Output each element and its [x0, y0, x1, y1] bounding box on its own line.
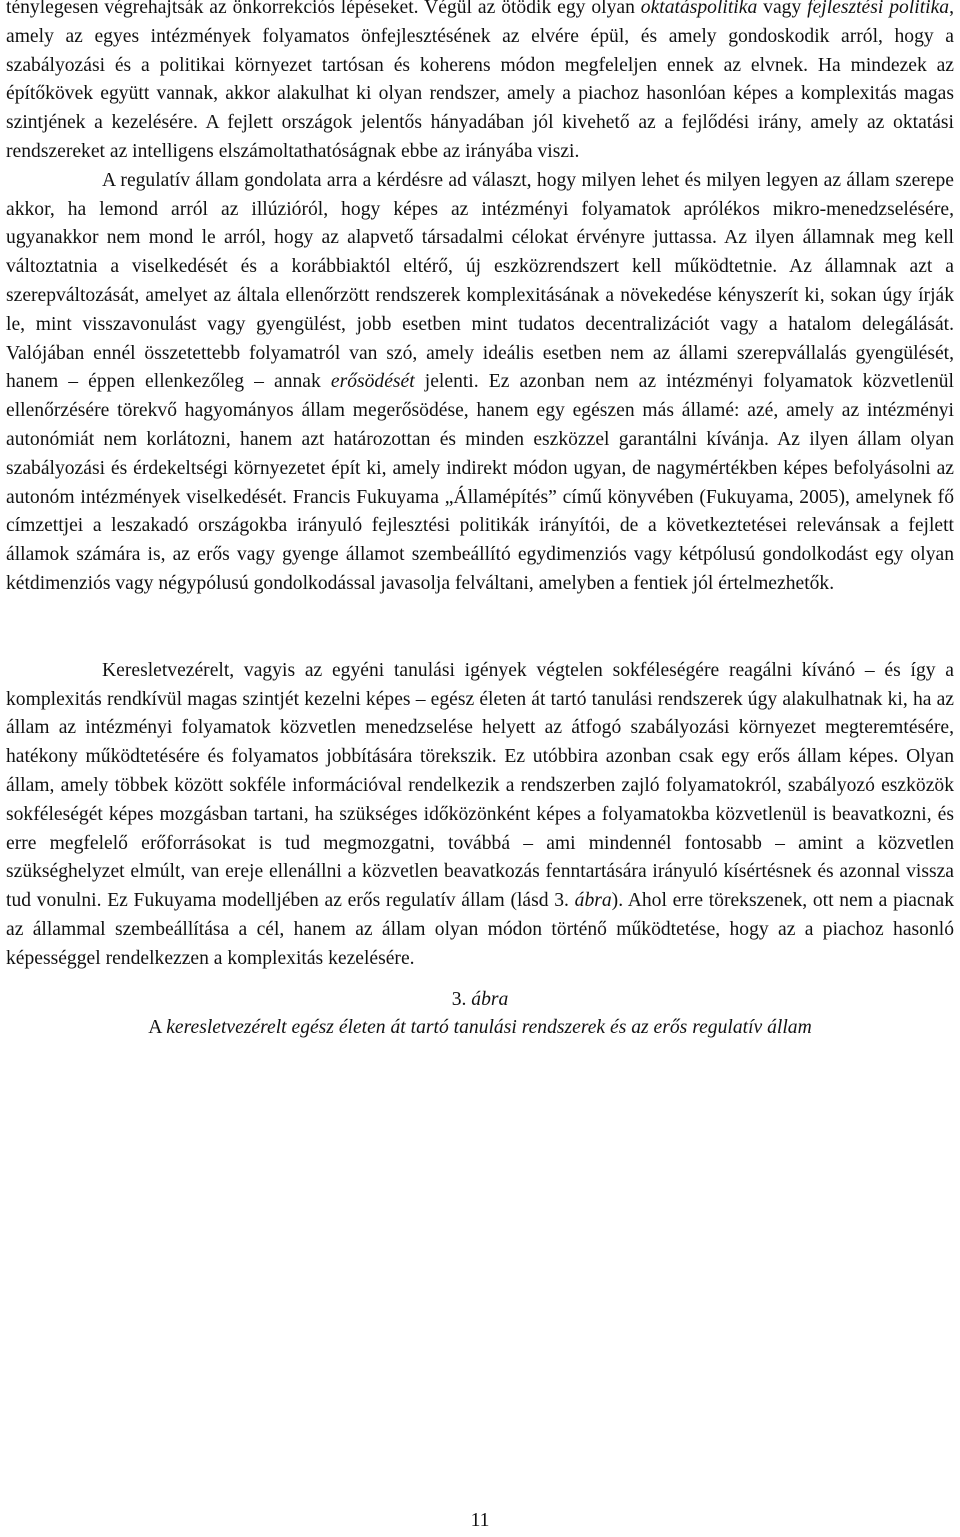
section-gap — [6, 599, 954, 657]
figure-number-prefix: 3. — [451, 988, 472, 1010]
figure-title-prefix: A — [148, 1017, 167, 1039]
paragraph-3 — [6, 657, 954, 974]
figure-number — [6, 986, 954, 1015]
figure-title-text: keresletvezérelt egész életen át tartó tanulási rendszerek és az erős regulatív állam — [166, 1017, 812, 1039]
figure-title — [6, 1014, 954, 1043]
document-page — [6, 0, 954, 1043]
paragraph-1-italic-fejlesztesi-politika: fejlesztési politika — [807, 0, 950, 18]
paragraph-3-text-b: ). Ahol erre törekszenek, ott nem a piacnak az állammal szembeállítása a cél, hanem az állam olyan módon történő működtetése, hogy az a piachoz hasonló képességgel rendelkezzen a komplexitás kezelésére. — [6, 890, 954, 969]
paragraph-1-text-c: , amely az egyes intézmények folyamatos önfejlesztésének az elvére épül, és amely gondoskodik arról, hogy a szabályozási és a politikai környezet tartósan és koherens módon megfeleljen ennek az elvnek. Ha mindezek az építőkövek együtt vannak, akkor alakulhat ki olyan rendszer, amely a piachoz hasonlóan képes a komplexitás magas szintjének a kezelésére. A fejlett országok jelentős hányadában jól kivehető az a fejlődési irány, amely az oktatási rendszereket az intelligens elszámoltathatóságnak ebbe az irányába viszi. — [6, 0, 954, 162]
page-number: 11 — [470, 1510, 490, 1531]
paragraph-1-text-b: vagy — [757, 0, 808, 18]
paragraph-1-italic-oktataspolitika: oktatáspolitika — [640, 0, 758, 18]
paragraph-2-text-a: A regulatív állam gondolata arra a kérdésre ad választ, hogy milyen lehet és milyen legyen az állam szerepe akkor, ha lemond arról az illúzióról, hogy képes az intézményi folyamatok aprólékos mikro-menedzselésére, ugyanakkor nem mond le arról, hogy az alapvető társadalmi célokat érvényre juttassa. Az ilyen államnak meg kell változtatnia a viselkedését és a korábbiaktól eltérő, új eszközrendszert kell működtetnie. Az államnak azt a szerepváltozását, amelyet az általa ellenőrzött rendszerek komplexitásának a növekedése kényszerít ki, sokan úgy írják le, mint visszavonulást vagy gyengülést, jobb esetben mint tudatos decentralizációt vagy a hatalom delegálását. Valójában ennél összetettebb folyamatról van szó, amely ideális esetben nem az állami szerepvállalás gyengülését, hanem – éppen ellenkezőleg – annak — [6, 169, 954, 393]
paragraph-1 — [6, 0, 954, 167]
figure-number-word: ábra — [471, 988, 509, 1010]
paragraph-2-italic-erosodeset: erősödését — [330, 371, 415, 393]
paragraph-2-text-b: jelenti. Ez azonban nem az intézményi folyamatok közvetlenül ellenőrzésére törekvő hagyományos állam megerősödése, hanem egy egészen más államé: azé, amely az intézményi autonómiát nem korlátozni, hanem azt határozottan és minden eszközzel garantálni kívánja. Az ilyen állam olyan szabályozási és érdekeltségi környezetet épít ki, amely indirekt módon ugyan, de nagymértékben képes befolyásolni az autonóm intézmények viselkedését. Francis Fukuyama „Államépítés” című könyvében (Fukuyama, 2005), amelynek fő címzettjei a leszakadó országokba irányuló fejlesztési politikák irányítói, de a következtetései relevánsak a fejlett államok számára is, az erős vagy gyenge államot szembeállító egydimenziós vagy kétpólusú gondolkodást egy olyan kétdimenziós vagy négypólusú gondolkodással javasolja felváltani, amelyben a fentiek jól értelmezhetők. — [6, 371, 954, 594]
paragraph-3-text-a: Keresletvezérelt, vagyis az egyéni tanulási igények végtelen sokféleségére reagálni kívánó – és így a komplexitás rendkívül magas szintjét kezelni képes – egész életen át tartó tanulási rendszerek úgy alakulhatnak ki, ha az állam az intézményi folyamatok közvetlen menedzselése helyett az átfogó szabályozási környezet megteremtésére, hatékony működtetésére és folyamatos jobbítására törekszik. Ez utóbbira azonban csak egy erős állam képes. Olyan állam, amely többek között sokféle információval rendelkezik a rendszerben zajló folyamatokról, szabályozó eszközök sokféleségét képes mozgásban tartani, ha szükséges időközönként képes a folyamatokba közvetlenül is beavatkozni, és erre megfelelő erőforrásokat is tud megmozgatni, továbbá – ami mindennél fontosabb – amint a közvetlen szükséghelyzet elmúlt, van ereje ellenállni a közvetlen beavatkozás fenntartására irányuló kísértésnek és azonnal vissza tud vonulni. Ez Fukuyama modelljében az erős regulatív állam (lásd 3. — [6, 659, 954, 912]
paragraph-1-text-a: ténylegesen végrehajtsák az önkorrekciós lépéseket. Végül az ötödik egy olyan — [6, 0, 641, 18]
paragraph-2 — [6, 167, 954, 599]
figure-caption — [6, 986, 954, 1044]
paragraph-3-italic-abra: ábra — [574, 890, 612, 912]
